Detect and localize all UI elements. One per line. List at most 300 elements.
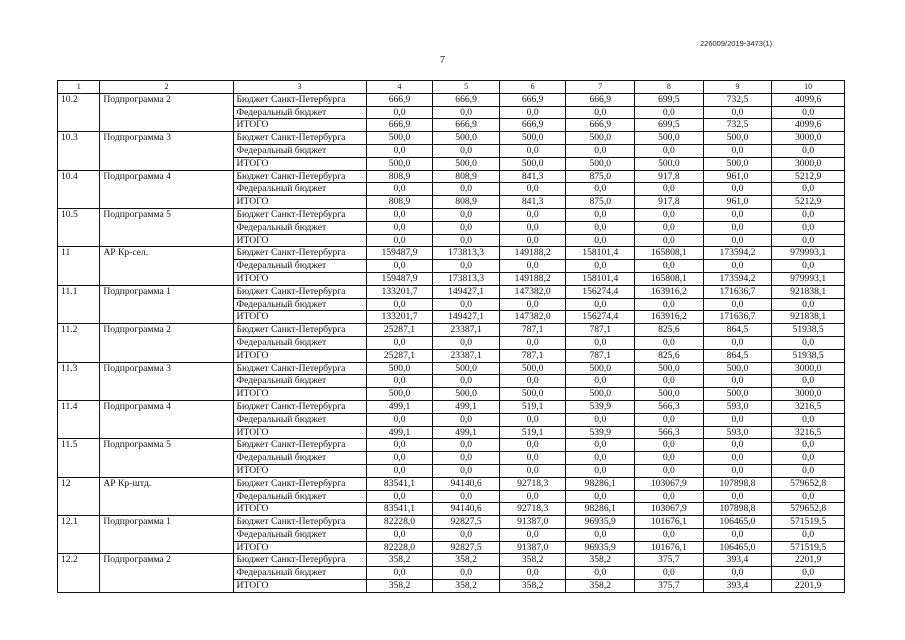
amount-cell: 3000,0 bbox=[772, 132, 845, 145]
amount-cell: 566,3 bbox=[635, 426, 704, 439]
amount-cell: 500,0 bbox=[566, 157, 635, 170]
amount-cell: 159487,9 bbox=[366, 247, 433, 260]
column-header: 10 bbox=[772, 81, 845, 94]
amount-cell: 666,9 bbox=[366, 119, 433, 132]
amount-cell: 106465,0 bbox=[703, 516, 772, 529]
amount-cell: 0,0 bbox=[635, 183, 704, 196]
amount-cell: 375,7 bbox=[635, 580, 704, 593]
amount-cell: 0,0 bbox=[703, 528, 772, 541]
amount-cell: 0,0 bbox=[703, 413, 772, 426]
amount-cell: 500,0 bbox=[499, 362, 566, 375]
column-header: 9 bbox=[703, 81, 772, 94]
amount-cell: 98286,1 bbox=[566, 477, 635, 490]
amount-cell: 500,0 bbox=[366, 132, 433, 145]
amount-cell: 4099,6 bbox=[772, 119, 845, 132]
row-number: 10.3 bbox=[58, 132, 100, 170]
amount-cell: 0,0 bbox=[635, 221, 704, 234]
amount-cell: 0,0 bbox=[433, 375, 500, 388]
amount-cell: 0,0 bbox=[366, 490, 433, 503]
row-number: 11 bbox=[58, 247, 100, 285]
amount-cell: 0,0 bbox=[366, 234, 433, 247]
table-row bbox=[58, 516, 845, 529]
amount-cell: 0,0 bbox=[635, 375, 704, 388]
amount-cell: 0,0 bbox=[433, 528, 500, 541]
amount-cell: 0,0 bbox=[772, 298, 845, 311]
amount-cell: 358,2 bbox=[433, 580, 500, 593]
amount-cell: 0,0 bbox=[772, 336, 845, 349]
row-number: 11.1 bbox=[58, 285, 100, 323]
amount-cell: 5212,9 bbox=[772, 170, 845, 183]
amount-cell: 0,0 bbox=[499, 183, 566, 196]
amount-cell: 51938,5 bbox=[772, 349, 845, 362]
amount-cell: 0,0 bbox=[499, 528, 566, 541]
amount-cell: 51938,5 bbox=[772, 324, 845, 337]
row-number: 10.4 bbox=[58, 170, 100, 208]
funding-source: Бюджет Санкт-Петербурга bbox=[233, 93, 366, 106]
table-row bbox=[58, 247, 845, 260]
amount-cell: 666,9 bbox=[566, 119, 635, 132]
amount-cell: 0,0 bbox=[499, 221, 566, 234]
funding-source: Федеральный бюджет bbox=[233, 490, 366, 503]
amount-cell: 500,0 bbox=[566, 362, 635, 375]
amount-cell: 500,0 bbox=[635, 157, 704, 170]
amount-cell: 500,0 bbox=[433, 157, 500, 170]
amount-cell: 0,0 bbox=[635, 464, 704, 477]
amount-cell: 571519,5 bbox=[772, 516, 845, 529]
amount-cell: 699,5 bbox=[635, 93, 704, 106]
funding-source: Бюджет Санкт-Петербурга bbox=[233, 324, 366, 337]
amount-cell: 96935,9 bbox=[566, 516, 635, 529]
funding-source: ИТОГО bbox=[233, 196, 366, 209]
funding-source: Федеральный бюджет bbox=[233, 336, 366, 349]
amount-cell: 0,0 bbox=[499, 413, 566, 426]
amount-cell: 0,0 bbox=[703, 452, 772, 465]
amount-cell: 0,0 bbox=[433, 490, 500, 503]
column-header: 5 bbox=[433, 81, 500, 94]
amount-cell: 500,0 bbox=[703, 157, 772, 170]
amount-cell: 0,0 bbox=[703, 260, 772, 273]
amount-cell: 0,0 bbox=[499, 439, 566, 452]
amount-cell: 500,0 bbox=[499, 388, 566, 401]
amount-cell: 0,0 bbox=[366, 413, 433, 426]
amount-cell: 917,8 bbox=[635, 196, 704, 209]
amount-cell: 0,0 bbox=[635, 452, 704, 465]
amount-cell: 82228,0 bbox=[366, 541, 433, 554]
funding-source: Бюджет Санкт-Петербурга bbox=[233, 554, 366, 567]
funding-source: Бюджет Санкт-Петербурга bbox=[233, 208, 366, 221]
amount-cell: 732,5 bbox=[703, 119, 772, 132]
amount-cell: 98286,1 bbox=[566, 503, 635, 516]
amount-cell: 825,6 bbox=[635, 349, 704, 362]
amount-cell: 91387,0 bbox=[499, 541, 566, 554]
amount-cell: 92718,3 bbox=[499, 477, 566, 490]
amount-cell: 0,0 bbox=[499, 336, 566, 349]
table-row bbox=[58, 93, 845, 106]
amount-cell: 173813,3 bbox=[433, 247, 500, 260]
amount-cell: 171636,7 bbox=[703, 285, 772, 298]
funding-source: Федеральный бюджет bbox=[233, 452, 366, 465]
amount-cell: 808,9 bbox=[366, 196, 433, 209]
funding-source: Бюджет Санкт-Петербурга bbox=[233, 477, 366, 490]
row-number: 12.1 bbox=[58, 516, 100, 554]
program-name: Подпрограмма 2 bbox=[100, 93, 233, 131]
amount-cell: 787,1 bbox=[566, 349, 635, 362]
amount-cell: 0,0 bbox=[772, 413, 845, 426]
amount-cell: 358,2 bbox=[499, 580, 566, 593]
page-number: 7 bbox=[440, 55, 445, 66]
amount-cell: 519,1 bbox=[499, 426, 566, 439]
table-row bbox=[58, 132, 845, 145]
amount-cell: 666,9 bbox=[499, 93, 566, 106]
amount-cell: 921838,1 bbox=[772, 311, 845, 324]
table-row bbox=[58, 170, 845, 183]
amount-cell: 0,0 bbox=[772, 452, 845, 465]
amount-cell: 358,2 bbox=[433, 554, 500, 567]
program-name: Подпрограмма 5 bbox=[100, 208, 233, 246]
amount-cell: 25287,1 bbox=[366, 349, 433, 362]
amount-cell: 163916,2 bbox=[635, 311, 704, 324]
amount-cell: 107898,8 bbox=[703, 477, 772, 490]
funding-source: Бюджет Санкт-Петербурга bbox=[233, 132, 366, 145]
amount-cell: 0,0 bbox=[772, 567, 845, 580]
amount-cell: 0,0 bbox=[566, 490, 635, 503]
amount-cell: 0,0 bbox=[772, 234, 845, 247]
funding-source: ИТОГО bbox=[233, 580, 366, 593]
amount-cell: 149188,2 bbox=[499, 247, 566, 260]
amount-cell: 0,0 bbox=[433, 452, 500, 465]
row-number: 11.3 bbox=[58, 362, 100, 400]
amount-cell: 23387,1 bbox=[433, 349, 500, 362]
amount-cell: 875,0 bbox=[566, 196, 635, 209]
amount-cell: 0,0 bbox=[366, 144, 433, 157]
amount-cell: 165808,1 bbox=[635, 247, 704, 260]
amount-cell: 3000,0 bbox=[772, 157, 845, 170]
amount-cell: 500,0 bbox=[499, 157, 566, 170]
budget-table bbox=[57, 80, 845, 593]
amount-cell: 0,0 bbox=[772, 106, 845, 119]
amount-cell: 358,2 bbox=[499, 554, 566, 567]
amount-cell: 500,0 bbox=[366, 362, 433, 375]
amount-cell: 0,0 bbox=[499, 375, 566, 388]
amount-cell: 0,0 bbox=[366, 375, 433, 388]
amount-cell: 519,1 bbox=[499, 400, 566, 413]
row-number: 10.5 bbox=[58, 208, 100, 246]
amount-cell: 0,0 bbox=[635, 528, 704, 541]
amount-cell: 500,0 bbox=[566, 132, 635, 145]
funding-source: ИТОГО bbox=[233, 119, 366, 132]
amount-cell: 147382,0 bbox=[499, 311, 566, 324]
amount-cell: 96935,9 bbox=[566, 541, 635, 554]
amount-cell: 499,1 bbox=[366, 426, 433, 439]
table-row bbox=[58, 439, 845, 452]
amount-cell: 0,0 bbox=[499, 260, 566, 273]
amount-cell: 961,0 bbox=[703, 170, 772, 183]
amount-cell: 3216,5 bbox=[772, 426, 845, 439]
amount-cell: 0,0 bbox=[703, 567, 772, 580]
program-name: Подпрограмма 1 bbox=[100, 285, 233, 323]
program-name: Подпрограмма 3 bbox=[100, 132, 233, 170]
amount-cell: 173594,2 bbox=[703, 247, 772, 260]
amount-cell: 0,0 bbox=[566, 144, 635, 157]
amount-cell: 808,9 bbox=[433, 196, 500, 209]
funding-source: ИТОГО bbox=[233, 426, 366, 439]
amount-cell: 0,0 bbox=[635, 260, 704, 273]
amount-cell: 0,0 bbox=[366, 439, 433, 452]
amount-cell: 0,0 bbox=[433, 413, 500, 426]
amount-cell: 0,0 bbox=[635, 439, 704, 452]
document-number: 226009/2019-3473(1) bbox=[700, 39, 773, 48]
amount-cell: 101676,1 bbox=[635, 541, 704, 554]
funding-source: ИТОГО bbox=[233, 503, 366, 516]
amount-cell: 0,0 bbox=[772, 183, 845, 196]
amount-cell: 0,0 bbox=[703, 298, 772, 311]
amount-cell: 841,3 bbox=[499, 196, 566, 209]
amount-cell: 808,9 bbox=[433, 170, 500, 183]
program-name: Подпрограмма 5 bbox=[100, 439, 233, 477]
program-name: Подпрограмма 4 bbox=[100, 170, 233, 208]
amount-cell: 666,9 bbox=[433, 119, 500, 132]
amount-cell: 500,0 bbox=[635, 362, 704, 375]
column-header: 4 bbox=[366, 81, 433, 94]
funding-source: Федеральный бюджет bbox=[233, 375, 366, 388]
amount-cell: 0,0 bbox=[703, 464, 772, 477]
funding-source: Федеральный бюджет bbox=[233, 298, 366, 311]
funding-source: Бюджет Санкт-Петербурга bbox=[233, 362, 366, 375]
amount-cell: 159487,9 bbox=[366, 272, 433, 285]
amount-cell: 0,0 bbox=[635, 490, 704, 503]
amount-cell: 0,0 bbox=[433, 208, 500, 221]
amount-cell: 499,1 bbox=[433, 400, 500, 413]
amount-cell: 3000,0 bbox=[772, 388, 845, 401]
amount-cell: 358,2 bbox=[566, 580, 635, 593]
amount-cell: 0,0 bbox=[366, 336, 433, 349]
amount-cell: 393,4 bbox=[703, 554, 772, 567]
amount-cell: 3216,5 bbox=[772, 400, 845, 413]
amount-cell: 92827,5 bbox=[433, 541, 500, 554]
amount-cell: 0,0 bbox=[566, 567, 635, 580]
amount-cell: 0,0 bbox=[703, 490, 772, 503]
amount-cell: 0,0 bbox=[366, 298, 433, 311]
funding-source: ИТОГО bbox=[233, 311, 366, 324]
amount-cell: 0,0 bbox=[703, 375, 772, 388]
program-name: Подпрограмма 3 bbox=[100, 362, 233, 400]
amount-cell: 0,0 bbox=[772, 375, 845, 388]
table-row bbox=[58, 554, 845, 567]
funding-source: Федеральный бюджет bbox=[233, 567, 366, 580]
column-header: 1 bbox=[58, 81, 100, 94]
amount-cell: 961,0 bbox=[703, 196, 772, 209]
amount-cell: 808,9 bbox=[366, 170, 433, 183]
amount-cell: 500,0 bbox=[635, 388, 704, 401]
table-row bbox=[58, 400, 845, 413]
table-row bbox=[58, 324, 845, 337]
amount-cell: 375,7 bbox=[635, 554, 704, 567]
amount-cell: 0,0 bbox=[566, 183, 635, 196]
amount-cell: 499,1 bbox=[433, 426, 500, 439]
funding-source: Федеральный бюджет bbox=[233, 183, 366, 196]
amount-cell: 0,0 bbox=[635, 567, 704, 580]
amount-cell: 0,0 bbox=[635, 336, 704, 349]
program-name: АР Кр-штд. bbox=[100, 477, 233, 515]
amount-cell: 0,0 bbox=[433, 144, 500, 157]
amount-cell: 499,1 bbox=[366, 400, 433, 413]
amount-cell: 149427,1 bbox=[433, 285, 500, 298]
amount-cell: 0,0 bbox=[772, 221, 845, 234]
amount-cell: 500,0 bbox=[433, 362, 500, 375]
amount-cell: 0,0 bbox=[499, 234, 566, 247]
amount-cell: 0,0 bbox=[499, 208, 566, 221]
amount-cell: 0,0 bbox=[499, 567, 566, 580]
amount-cell: 875,0 bbox=[566, 170, 635, 183]
amount-cell: 921838,1 bbox=[772, 285, 845, 298]
amount-cell: 0,0 bbox=[433, 336, 500, 349]
amount-cell: 500,0 bbox=[703, 362, 772, 375]
amount-cell: 0,0 bbox=[366, 452, 433, 465]
amount-cell: 92827,5 bbox=[433, 516, 500, 529]
amount-cell: 0,0 bbox=[703, 439, 772, 452]
funding-source: Федеральный бюджет bbox=[233, 144, 366, 157]
amount-cell: 0,0 bbox=[499, 106, 566, 119]
amount-cell: 92718,3 bbox=[499, 503, 566, 516]
amount-cell: 666,9 bbox=[433, 93, 500, 106]
amount-cell: 0,0 bbox=[772, 208, 845, 221]
amount-cell: 864,5 bbox=[703, 324, 772, 337]
amount-cell: 0,0 bbox=[433, 260, 500, 273]
amount-cell: 979993,1 bbox=[772, 272, 845, 285]
amount-cell: 103067,9 bbox=[635, 503, 704, 516]
amount-cell: 0,0 bbox=[366, 221, 433, 234]
amount-cell: 0,0 bbox=[433, 298, 500, 311]
amount-cell: 979993,1 bbox=[772, 247, 845, 260]
amount-cell: 0,0 bbox=[566, 234, 635, 247]
amount-cell: 0,0 bbox=[703, 234, 772, 247]
amount-cell: 500,0 bbox=[499, 132, 566, 145]
amount-cell: 0,0 bbox=[772, 528, 845, 541]
amount-cell: 0,0 bbox=[566, 464, 635, 477]
amount-cell: 5212,9 bbox=[772, 196, 845, 209]
amount-cell: 2201,9 bbox=[772, 554, 845, 567]
funding-source: ИТОГО bbox=[233, 157, 366, 170]
funding-source: Бюджет Санкт-Петербурга bbox=[233, 285, 366, 298]
amount-cell: 82228,0 bbox=[366, 516, 433, 529]
amount-cell: 500,0 bbox=[433, 132, 500, 145]
amount-cell: 0,0 bbox=[772, 144, 845, 157]
amount-cell: 666,9 bbox=[566, 93, 635, 106]
amount-cell: 94140,6 bbox=[433, 477, 500, 490]
program-name: АР Кр-сел. bbox=[100, 247, 233, 285]
amount-cell: 0,0 bbox=[703, 144, 772, 157]
amount-cell: 163916,2 bbox=[635, 285, 704, 298]
amount-cell: 149188,2 bbox=[499, 272, 566, 285]
amount-cell: 864,5 bbox=[703, 349, 772, 362]
amount-cell: 579652,8 bbox=[772, 477, 845, 490]
funding-source: Федеральный бюджет bbox=[233, 528, 366, 541]
funding-source: ИТОГО bbox=[233, 272, 366, 285]
amount-cell: 0,0 bbox=[635, 413, 704, 426]
amount-cell: 171636,7 bbox=[703, 311, 772, 324]
amount-cell: 0,0 bbox=[433, 464, 500, 477]
amount-cell: 158101,4 bbox=[566, 247, 635, 260]
amount-cell: 0,0 bbox=[433, 183, 500, 196]
amount-cell: 0,0 bbox=[499, 452, 566, 465]
amount-cell: 593,0 bbox=[703, 400, 772, 413]
amount-cell: 173594,2 bbox=[703, 272, 772, 285]
funding-source: Бюджет Санкт-Петербурга bbox=[233, 247, 366, 260]
amount-cell: 0,0 bbox=[366, 260, 433, 273]
amount-cell: 0,0 bbox=[366, 528, 433, 541]
amount-cell: 0,0 bbox=[566, 106, 635, 119]
column-header: 6 bbox=[499, 81, 566, 94]
amount-cell: 0,0 bbox=[635, 208, 704, 221]
funding-source: Федеральный бюджет bbox=[233, 221, 366, 234]
funding-source: Федеральный бюджет bbox=[233, 260, 366, 273]
row-number: 11.2 bbox=[58, 324, 100, 362]
amount-cell: 666,9 bbox=[366, 93, 433, 106]
amount-cell: 173813,3 bbox=[433, 272, 500, 285]
column-header: 7 bbox=[566, 81, 635, 94]
column-header: 8 bbox=[635, 81, 704, 94]
funding-source: ИТОГО bbox=[233, 541, 366, 554]
amount-cell: 539,9 bbox=[566, 400, 635, 413]
program-name: Подпрограмма 4 bbox=[100, 400, 233, 438]
amount-cell: 393,4 bbox=[703, 580, 772, 593]
table-row bbox=[58, 477, 845, 490]
amount-cell: 0,0 bbox=[499, 298, 566, 311]
funding-source: ИТОГО bbox=[233, 234, 366, 247]
amount-cell: 107898,8 bbox=[703, 503, 772, 516]
amount-cell: 106465,0 bbox=[703, 541, 772, 554]
amount-cell: 539,9 bbox=[566, 426, 635, 439]
amount-cell: 25287,1 bbox=[366, 324, 433, 337]
row-number: 10.2 bbox=[58, 93, 100, 131]
amount-cell: 358,2 bbox=[366, 554, 433, 567]
column-number-row bbox=[58, 81, 845, 94]
amount-cell: 0,0 bbox=[566, 298, 635, 311]
amount-cell: 156274,4 bbox=[566, 285, 635, 298]
funding-source: Федеральный бюджет bbox=[233, 413, 366, 426]
amount-cell: 0,0 bbox=[772, 260, 845, 273]
amount-cell: 0,0 bbox=[635, 106, 704, 119]
amount-cell: 0,0 bbox=[772, 439, 845, 452]
amount-cell: 0,0 bbox=[772, 464, 845, 477]
amount-cell: 358,2 bbox=[566, 554, 635, 567]
amount-cell: 0,0 bbox=[499, 144, 566, 157]
amount-cell: 732,5 bbox=[703, 93, 772, 106]
funding-source: ИТОГО bbox=[233, 349, 366, 362]
program-name: Подпрограмма 2 bbox=[100, 554, 233, 592]
amount-cell: 917,8 bbox=[635, 170, 704, 183]
funding-source: Федеральный бюджет bbox=[233, 106, 366, 119]
amount-cell: 0,0 bbox=[566, 452, 635, 465]
amount-cell: 500,0 bbox=[433, 388, 500, 401]
amount-cell: 0,0 bbox=[772, 490, 845, 503]
amount-cell: 0,0 bbox=[433, 567, 500, 580]
amount-cell: 841,3 bbox=[499, 170, 566, 183]
row-number: 11.4 bbox=[58, 400, 100, 438]
amount-cell: 156274,4 bbox=[566, 311, 635, 324]
amount-cell: 0,0 bbox=[366, 464, 433, 477]
amount-cell: 500,0 bbox=[566, 388, 635, 401]
column-header: 2 bbox=[100, 81, 233, 94]
funding-source: Бюджет Санкт-Петербурга bbox=[233, 439, 366, 452]
funding-source: Бюджет Санкт-Петербурга bbox=[233, 516, 366, 529]
amount-cell: 101676,1 bbox=[635, 516, 704, 529]
funding-source: ИТОГО bbox=[233, 388, 366, 401]
amount-cell: 787,1 bbox=[566, 324, 635, 337]
amount-cell: 147382,0 bbox=[499, 285, 566, 298]
amount-cell: 103067,9 bbox=[635, 477, 704, 490]
amount-cell: 4099,6 bbox=[772, 93, 845, 106]
